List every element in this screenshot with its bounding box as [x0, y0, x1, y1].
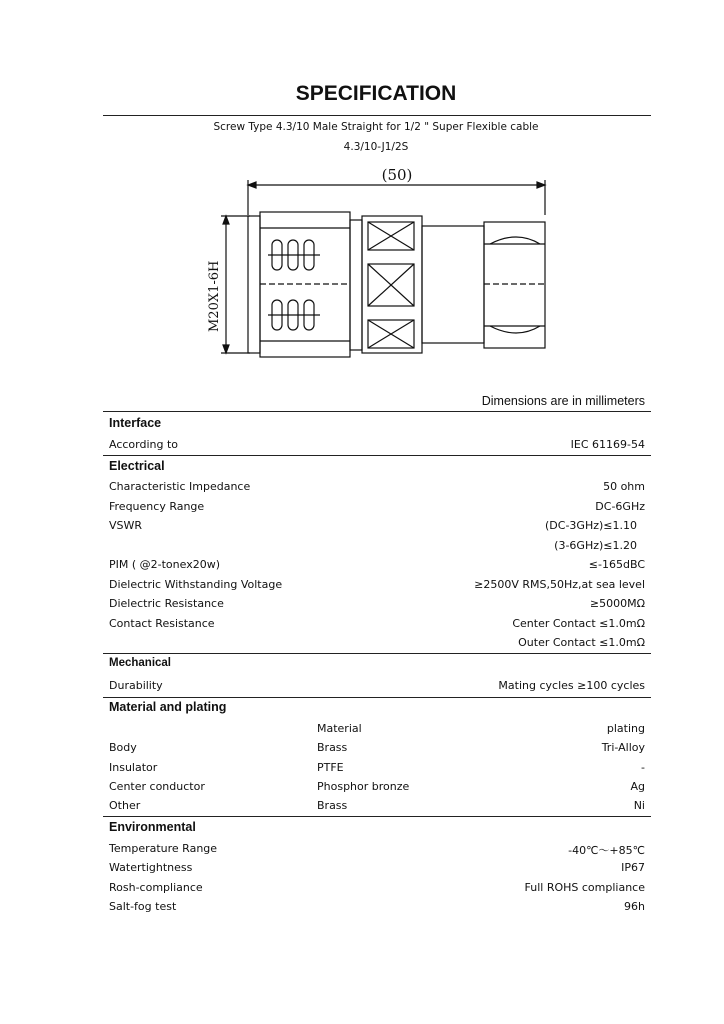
row-plating: Tri-Alloy — [601, 741, 645, 754]
page-title: SPECIFICATION — [295, 82, 457, 105]
row-value: IP67 — [621, 861, 645, 874]
row-material: PTFE — [317, 761, 344, 774]
row-value: -40℃～+85℃ — [568, 844, 645, 857]
model-number: 4.3/10-J1/2S — [343, 141, 409, 153]
row-value: Full ROHS compliance — [524, 881, 645, 894]
row-value: Mating cycles ≥100 cycles — [498, 679, 645, 692]
row-label: Center conductor — [109, 780, 205, 793]
column-header-plating: plating — [606, 722, 645, 735]
section-heading-mechanical: Mechanical — [109, 657, 171, 669]
row-label: Salt-fog test — [109, 900, 177, 913]
row-value: (DC-3GHz)≤1.10 — [545, 519, 637, 532]
row-value: ≥5000MΩ — [589, 597, 645, 610]
row-label: Watertightness — [109, 861, 193, 874]
row-plating: Ag — [630, 780, 645, 793]
section-heading-environmental: Environmental — [109, 820, 196, 834]
divider — [103, 816, 651, 817]
row-label: Frequency Range — [109, 500, 205, 513]
row-label: Other — [109, 799, 141, 812]
title-rule — [103, 115, 651, 116]
length-label: (50) — [381, 166, 413, 184]
row-value: 50 ohm — [603, 480, 645, 493]
row-label: Body — [109, 741, 137, 754]
section-heading-interface: Interface — [109, 416, 162, 430]
row-label: Durability — [109, 679, 163, 692]
dimensions-note: Dimensions are in millimeters — [481, 394, 645, 408]
row-value: 96h — [624, 900, 645, 913]
divider — [103, 455, 651, 456]
row-value: (3-6GHz)≤1.20 — [554, 539, 637, 552]
row-label: PIM ( @2-tonex20w) — [109, 558, 221, 571]
product-subtitle: Screw Type 4.3/10 Male Straight for 1/2 " Super Flexible cable — [213, 121, 539, 133]
row-label: According to — [109, 438, 179, 451]
row-value: Outer Contact ≤1.0mΩ — [518, 636, 645, 649]
divider — [103, 411, 651, 412]
section-heading-material: Material and plating — [109, 700, 227, 714]
row-value: Center Contact ≤1.0mΩ — [512, 617, 645, 630]
divider — [103, 697, 651, 698]
column-header-material: Material — [317, 722, 362, 735]
section-heading-electrical: Electrical — [109, 459, 165, 473]
row-label: Rosh-compliance — [109, 881, 203, 894]
row-label: Temperature Range — [109, 842, 218, 855]
row-label: Dielectric Resistance — [109, 597, 224, 610]
row-value: DC-6GHz — [595, 500, 645, 513]
row-label: Contact Resistance — [109, 617, 215, 630]
row-label: VSWR — [109, 519, 143, 532]
connector-drawing — [190, 160, 570, 390]
row-value: ≥2500V RMS,50Hz,at sea level — [474, 578, 645, 591]
thread-label: M20X1-6H — [207, 260, 222, 332]
divider — [103, 653, 651, 654]
row-plating: Ni — [633, 799, 645, 812]
row-value: ≤-165dBC — [588, 558, 645, 571]
row-material: Phosphor bronze — [317, 780, 410, 793]
row-label: Insulator — [109, 761, 158, 774]
row-value: IEC 61169-54 — [570, 438, 645, 451]
row-material: Brass — [317, 741, 348, 754]
row-label: Characteristic Impedance — [109, 480, 251, 493]
row-material: Brass — [317, 799, 348, 812]
row-label: Dielectric Withstanding Voltage — [109, 578, 283, 591]
row-plating: - — [641, 761, 645, 774]
